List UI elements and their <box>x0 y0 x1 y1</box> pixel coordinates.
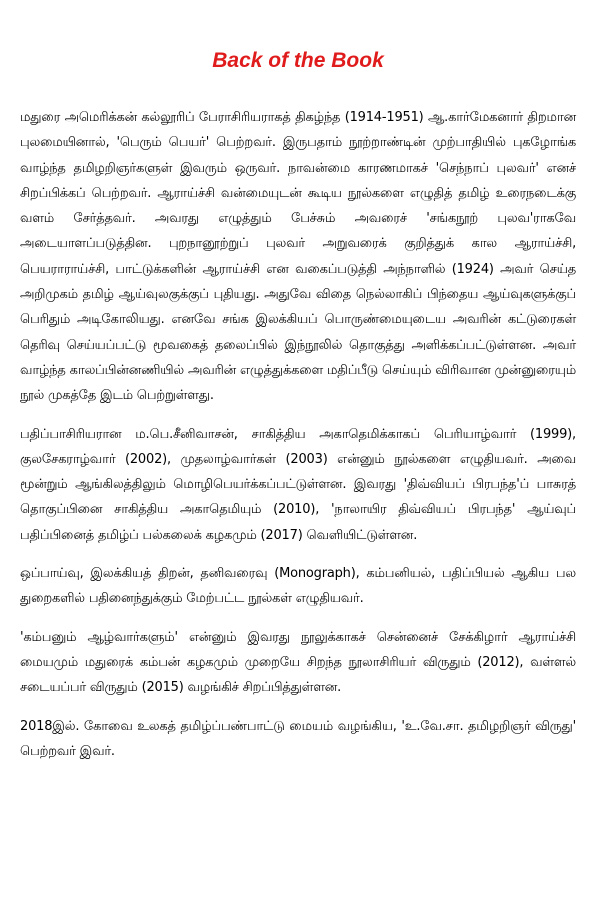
paragraph-award-2018: 2018இல். கோவை உலகத் தமிழ்ப்பண்பாட்டு மையம் வழங்கிய, 'உ.வே.சா. தமிழறிஞர் விருது' பெற்றவர் இவர். <box>20 718 576 759</box>
paragraph-author-bio: மதுரை அமெரிக்கன் கல்லூரிப் பேராசிரியராகத் திகழ்ந்த (1914-1951) ஆ.கார்மேகனார் திறமான புலமையினால், 'பெரும் பெயர்' பெற்றவர். இருபதாம் நூற்றாண்டின் முற்பாதியில் புகழோங்க வாழ்ந்த தமிழறிஞர்களுள் இவரும் ஒருவர். நாவன்மை காரணமாகச் 'செந்நாப் புலவர்' எனச் சிறப்பிக்கப் பெற்றவர். ஆராய்ச்சி வன்மையுடன் கூடிய நூல்களை எழுதித் தமிழ் உரைநடைக்கு வளம் சேர்த்தவர். அவரது எழுத்தும் பேச்சும் அவரைச் 'சங்கநூற் புலவ'ராகவே அடையாளப்படுத்தின. புறநானூற்றுப் புலவர் அறுவரைக் குறித்துக் கால ஆராய்ச்சி, பெயராராய்ச்சி, பாட்டுக்களின் ஆராய்ச்சி என வகைப்படுத்தி அந்நாளில் (1924) அவர் செய்த அறிமுகம் தமிழ் ஆய்வுலகுக்குப் புதியது. அதுவே விதை நெல்லாகிப் பிந்தைய ஆய்வுகளுக்குப் பெரிதும் அடிகோலியது. எனவே சங்க இலக்கியப் பொருண்மையுடைய அவரின் கட்டுரைகள் தெரிவு செய்யப்பட்டு மூவகைத் தலைப்பில் இந்நூலில் தொகுத்து அளிக்கப்பட்டுள்ளன. அவர் வாழ்ந்த காலப்பின்னணியில் அவரின் எழுத்துக்களை மதிப்பீடு செய்யும் விரிவான முன்னுரையும் நூல் முகத்தே இடம் பெற்றுள்ளது. <box>20 110 576 404</box>
page-title: Back of the Book <box>212 49 384 72</box>
paragraph-editor-works: ஒப்பாய்வு, இலக்கியத் திறன், தனிவரைவு (Monograph), கம்பனியல், பதிப்பியல் ஆகிய பல துறைகளில் பதினைந்துக்கும் மேற்பட்ட நூல்கள் எழுதியவர். <box>20 566 576 607</box>
paragraph-editor-bio: பதிப்பாசிரியரான ம.பெ.சீனிவாசன், சாகித்திய அகாதெமிக்காகப் பெரியாழ்வார் (1999), குலசேகராழ்வார் (2002), முதலாழ்வார்கள் (2003) என்னும் நூல்களை எழுதியவர். அவை மூன்றும் ஆங்கிலத்திலும் மொழிபெயர்க்கப்பட்டுள்ளன. இவரது 'திவ்வியப் பிரபந்த'ப் பாசுரத் தொகுப்பினை சாகித்திய அகாதெமியும் (2010), 'நாலாயிர திவ்வியப் பிரபந்த' ஆய்வுப் பதிப்பினைத் தமிழ்ப் பல்கலைக் கழகமும் (2017) வெளியிட்டுள்ளன. <box>20 426 576 543</box>
paragraph-awards: 'கம்பனும் ஆழ்வார்களும்' என்னும் இவரது நூலுக்காகச் சென்னைச் சேக்கிழார் ஆராய்ச்சி மையமும் மதுரைக் கம்பன் கழகமும் முறையே சிறந்த நூலாசிரியர் விருதும் (2012), வள்ளல் சடையப்பர் விருதும் (2015) வழங்கிச் சிறப்பித்துள்ளன. <box>20 629 576 696</box>
